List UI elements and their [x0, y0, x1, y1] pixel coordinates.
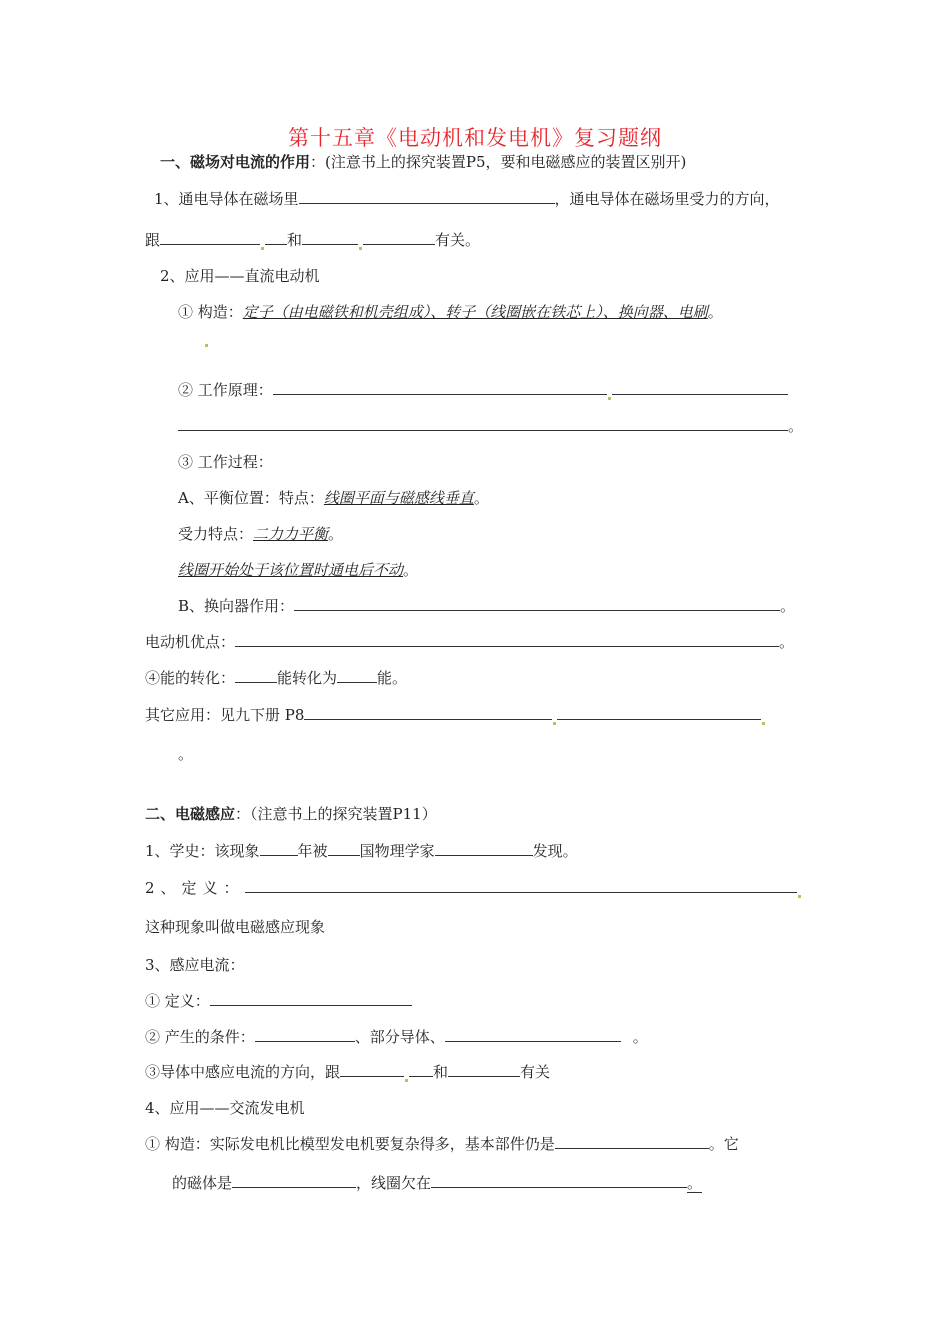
section2-heading-line: [145, 804, 437, 824]
energy-text-2: 能。: [377, 669, 408, 687]
q1-cont-line: [145, 230, 480, 250]
other-app-end: 。: [178, 745, 194, 763]
period: 。: [780, 597, 796, 615]
construct-line: [178, 302, 723, 322]
q2-line: 2、应用——直流电动机: [160, 267, 320, 285]
balance-answer: 线圈平面与磁感线垂直: [323, 489, 474, 507]
blank[interactable]: [612, 380, 788, 395]
ic-condition-label: ② 产生的条件：: [145, 1028, 255, 1046]
force-line: [178, 524, 343, 544]
section1-heading: 一、磁场对电流的作用: [160, 153, 311, 171]
blank[interactable]: [340, 1062, 404, 1077]
page-title: 第十五章《电动机和发电机》复习题纲: [288, 126, 662, 150]
q1-text-3: 跟: [145, 231, 161, 249]
blank[interactable]: [304, 705, 552, 720]
energy-label: ④能的转化：: [145, 669, 236, 687]
blank[interactable]: [557, 705, 761, 720]
start-answer: 线圈开始处于该位置时通电后不动: [178, 561, 404, 579]
blank[interactable]: [265, 230, 287, 245]
gen-construct-text-2: 。它: [708, 1135, 739, 1153]
blank[interactable]: [255, 1027, 355, 1042]
blank[interactable]: [160, 230, 260, 245]
gen-construct-line: [145, 1134, 739, 1154]
mark: [405, 1079, 408, 1082]
period: 。: [403, 561, 419, 579]
ic-direction-line: [145, 1062, 550, 1082]
blank[interactable]: [435, 841, 533, 856]
q1-line: [154, 189, 780, 209]
mark: [798, 895, 801, 898]
ic-def-line: [145, 991, 412, 1011]
ic-direction-text-2: 和: [433, 1063, 449, 1081]
gen-magnet-text: 的磁体是: [172, 1174, 233, 1192]
ic-direction-text: ③导体中感应电流的方向，跟: [145, 1063, 341, 1081]
history-text-4: 发现。: [532, 842, 578, 860]
ic-direction-text-3: 有关: [520, 1063, 551, 1081]
q1-text-4: 和: [287, 231, 303, 249]
gen-magnet-end: 。: [687, 1174, 703, 1192]
blank[interactable]: [178, 416, 788, 431]
blank[interactable]: [328, 841, 360, 856]
balance-line: [178, 488, 489, 508]
history-text-2: 年被: [297, 842, 328, 860]
period: 。: [788, 417, 804, 435]
section1-note: ：(注意书上的探究装置P5，要和电磁感应的装置区别开): [310, 153, 687, 171]
blank[interactable]: [555, 1134, 709, 1149]
definition-line: [145, 878, 802, 898]
q1-text-2: ，通电导体在磁场里受力的方向，: [554, 190, 780, 208]
blank[interactable]: [245, 878, 797, 893]
principle-line: [178, 380, 788, 400]
period: 。: [328, 525, 344, 543]
other-app-label: 其它应用：见九下册 P8: [145, 706, 305, 724]
blank[interactable]: [363, 230, 435, 245]
history-line: [145, 841, 578, 861]
blank[interactable]: [294, 596, 780, 611]
definition-label: 2、定义：: [145, 879, 245, 897]
mark: [762, 722, 765, 725]
ic-condition-text: 、部分导体、: [354, 1028, 445, 1046]
definition-after: 这种现象叫做电磁感应现象: [145, 918, 326, 936]
blank[interactable]: [235, 632, 779, 647]
other-app-line: [145, 705, 766, 725]
blank[interactable]: [302, 230, 358, 245]
force-label: 受力特点：: [178, 525, 254, 543]
mark: [261, 247, 264, 250]
blank[interactable]: [232, 1173, 356, 1188]
ic-def-label: ① 定义：: [145, 992, 210, 1010]
blank[interactable]: [235, 668, 277, 683]
mark: [205, 344, 208, 347]
process-line: ③ 工作过程：: [178, 453, 273, 471]
induced-current-line: 3、感应电流：: [145, 956, 245, 974]
period: 。: [473, 489, 489, 507]
history-text: 1、学史：该现象: [145, 842, 260, 860]
blank[interactable]: [260, 841, 298, 856]
ic-condition-end: 。: [632, 1028, 648, 1046]
q1-text: 1、通电导体在磁场里: [154, 190, 299, 208]
force-answer: 二力力平衡: [253, 525, 329, 543]
section2-note: ：（注意书上的探究装置P11）: [235, 805, 437, 823]
blank[interactable]: [337, 668, 377, 683]
blank[interactable]: [299, 189, 555, 204]
period: 。: [779, 633, 795, 651]
q1-text-5: 有关。: [435, 231, 481, 249]
principle-label: ② 工作原理：: [178, 381, 273, 399]
mark: [608, 397, 611, 400]
commutator-label: B、换向器作用：: [178, 597, 295, 615]
generator-line: 4、应用——交流发电机: [145, 1099, 305, 1117]
blank[interactable]: [448, 1062, 520, 1077]
principle-cont-line: [178, 416, 803, 436]
gen-construct-text: ① 构造：实际发电机比模型发电机要复杂得多，基本部件仍是: [145, 1135, 555, 1153]
mark: [553, 722, 556, 725]
blank[interactable]: [445, 1027, 621, 1042]
ic-condition-line: [145, 1027, 648, 1047]
gen-magnet-line: [172, 1173, 702, 1193]
section2-heading: 二、电磁感应: [145, 805, 236, 823]
commutator-line: [178, 596, 795, 616]
mark-line: [204, 327, 209, 347]
blank[interactable]: [431, 1173, 687, 1188]
construct-label: ① 构造：: [178, 303, 243, 321]
mark: [359, 247, 362, 250]
start-line: [178, 560, 418, 580]
advantage-label: 电动机优点：: [145, 633, 236, 651]
energy-text: 能转化为: [277, 669, 338, 687]
blank[interactable]: [273, 380, 607, 395]
history-text-3: 国物理学家: [359, 842, 435, 860]
advantage-line: [145, 632, 794, 652]
blank[interactable]: [210, 991, 412, 1006]
construct-answer: 定子（由电磁铁和机壳组成）、转子（线圈嵌在铁芯上）、换向器、电刷: [242, 303, 708, 321]
blank[interactable]: [409, 1062, 433, 1077]
energy-line: [145, 668, 407, 688]
construct-end: 。: [707, 303, 723, 321]
section1-heading-line: [160, 152, 686, 172]
balance-label: A、平衡位置：特点：: [178, 489, 324, 507]
gen-magnet-text-2: ，线圈欠在: [356, 1174, 432, 1192]
